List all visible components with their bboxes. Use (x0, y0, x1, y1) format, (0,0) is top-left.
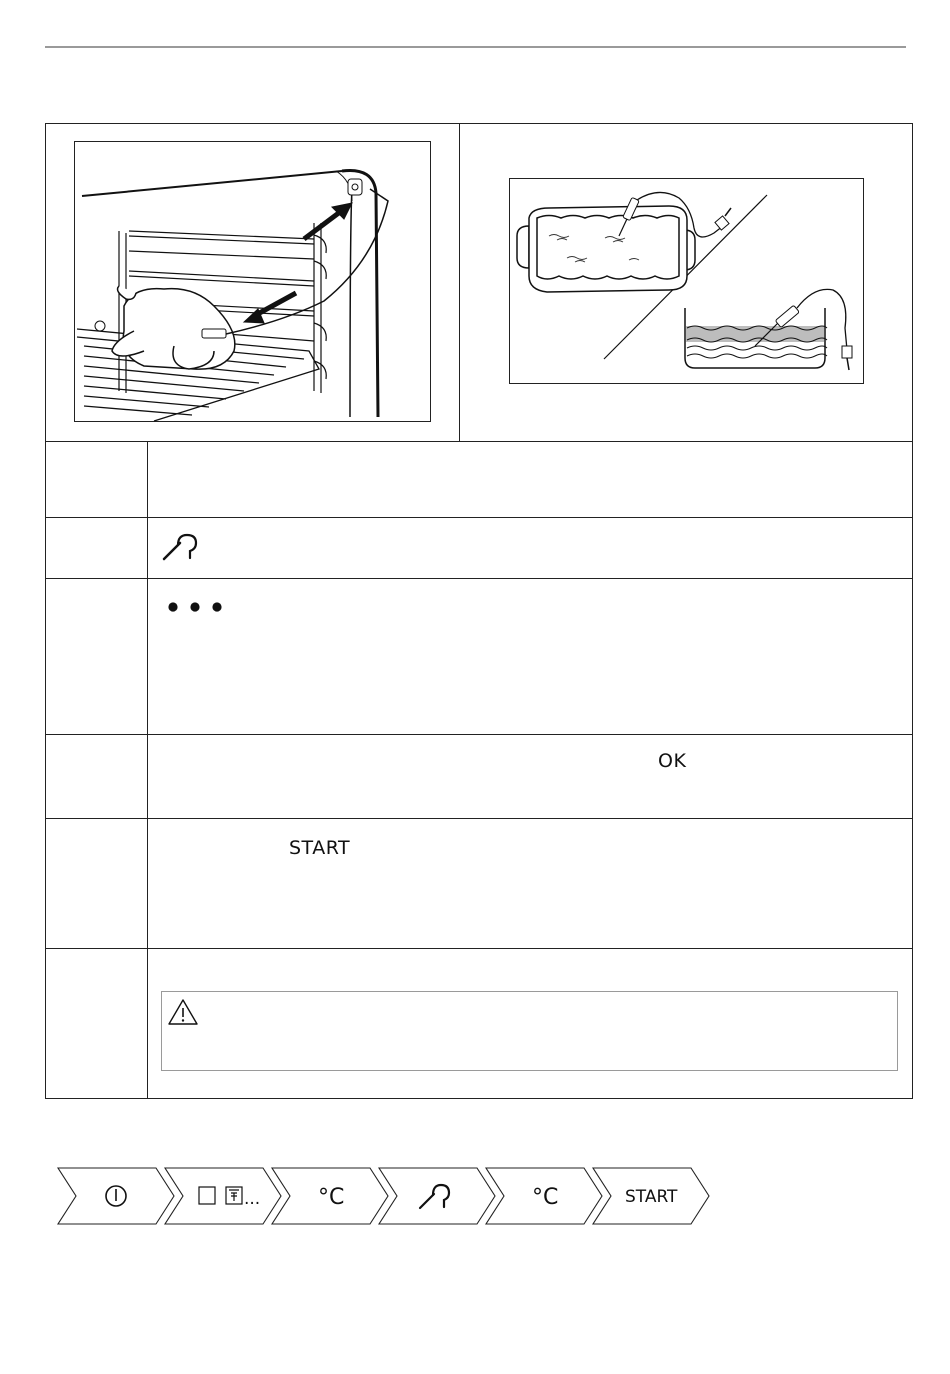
image-divider (459, 124, 460, 441)
meat-probe-icon (162, 533, 198, 561)
step-column-divider (147, 441, 148, 1098)
three-dots-icon (166, 600, 226, 614)
operation-sequence (56, 1166, 716, 1226)
heating-more-label: ... (244, 1189, 261, 1209)
flow-step-probe (379, 1168, 495, 1224)
warning-box (161, 991, 898, 1071)
temperature-icon: °C (532, 1185, 559, 1210)
warning-triangle-icon (167, 998, 199, 1026)
start-label: START (625, 1187, 678, 1207)
row-divider (46, 578, 912, 579)
dish-and-pot-probe-illustration (509, 178, 864, 384)
start-button-label: START (289, 837, 351, 859)
row-divider (46, 441, 912, 442)
row-divider (46, 734, 912, 735)
ok-button-label: OK (658, 750, 687, 772)
row-divider (46, 948, 912, 949)
header-rule (45, 46, 906, 48)
instruction-table (45, 123, 913, 1099)
row-divider (46, 818, 912, 819)
oven-probe-illustration (74, 141, 431, 422)
row-divider (46, 517, 912, 518)
temperature-icon: °C (318, 1185, 345, 1210)
flow-step-heating-functions (165, 1168, 281, 1224)
